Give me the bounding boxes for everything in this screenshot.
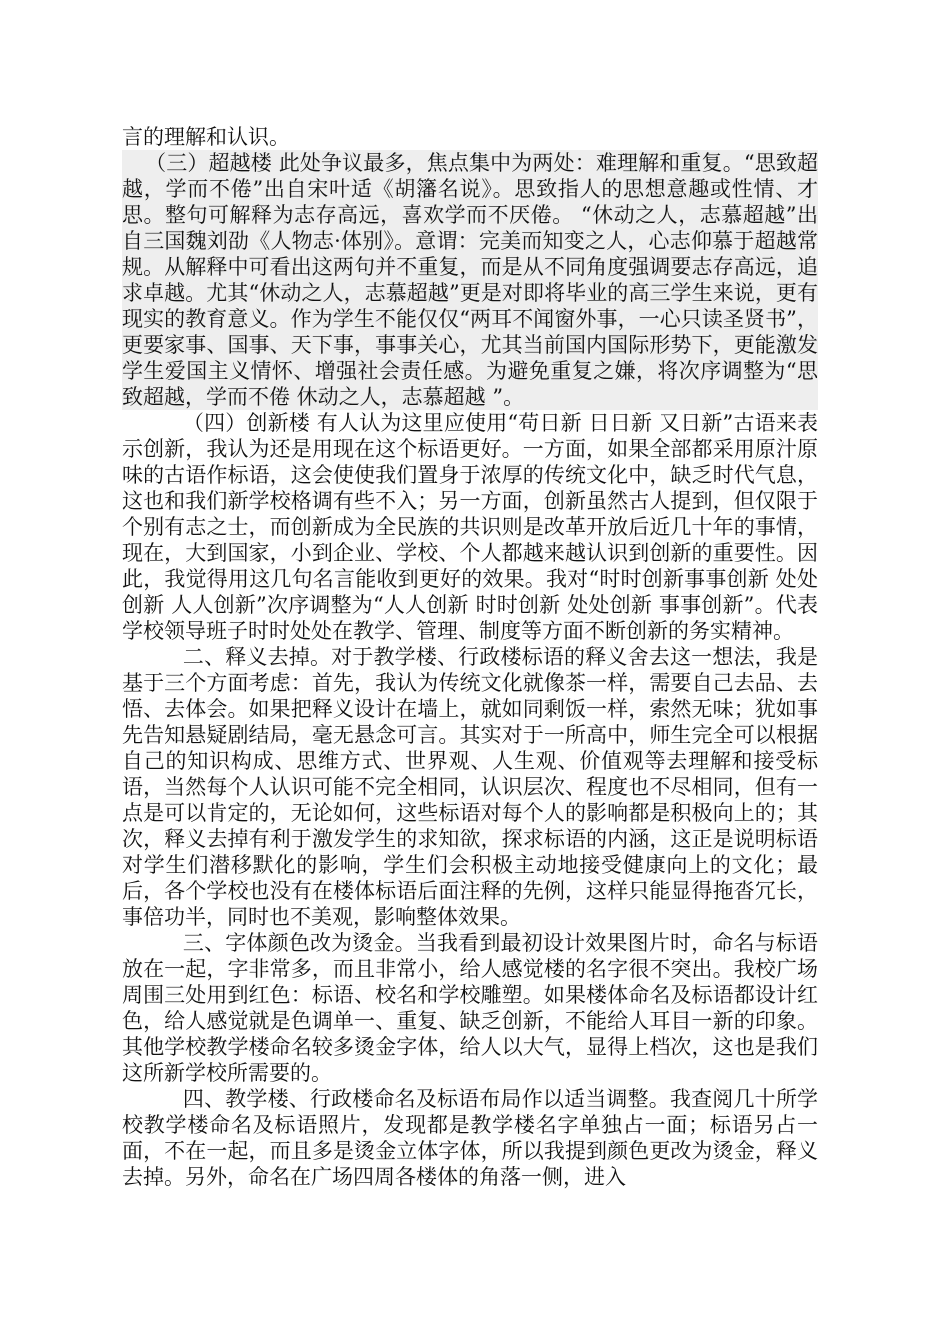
paragraph-font-color-gold: 三、字体颜色改为烫金。当我看到最初设计效果图片时，命名与标语放在一起，字非常多，而且非常小，给人感觉楼的名字很不突出。我校广场周围三处用到红色：标语、校名和学校雕塑。如果楼体命名及标语都设计红色，给人感觉就是色调单一、重复、缺乏创新，不能给人耳目一新的印象。其他学校教学楼命名较多烫金字体，给人以大气，显得上档次，这也是我们这所新学校所需要的。 [122, 931, 818, 1085]
paragraph-continuation: 言的理解和认识。 [122, 125, 290, 149]
paragraph-layout-adjustment: 四、教学楼、行政楼命名及标语布局作以适当调整。我查阅几十所学校教学楼命名及标语照片，发现都是教学楼名字单独占一面；标语另占一面，不在一起，而且多是烫金立体字体，所以我提到颜色更改为烫金，释义去掉。另外，命名在广场四周各楼体的角落一侧，进入 [122, 1087, 818, 1189]
paragraph-remove-annotations: 二、释义去掉。对于教学楼、行政楼标语的释义舍去这一想法，我是基于三个方面考虑：首先，我认为传统文化就像茶一样，需要自己去品、去悟、去体会。如果把释义设计在墙上，就如同剩饭一样，索然无味；犹如事先告知悬疑剧结局，毫无悬念可言。其实对于一所高中，师生完全可以根据自己的知识构成、思维方式、世界观、人生观、价值观等去理解和接受标语，当然每个人认识可能不完全相同，认识层次、程度也不尽相同，但有一点是可以肯定的，无论如何，这些标语对每个人的影响都是积极向上的；其次，释义去掉有利于激发学生的求知欲，探求标语的内涵，这正是说明标语对学生们潜移默化的影响，学生们会积极主动地接受健康向上的文化；最后，各个学校也没有在楼体标语后面注释的先例，这样只能显得拖沓冗长，事倍功半，同时也不美观，影响整体效果。 [122, 645, 818, 929]
document-page [122, 124, 818, 1190]
paragraph-chaoyue-building: （三）超越楼 此处争议最多，焦点集中为两处：难理解和重复。“思致超越，学而不倦”出自宋叶适《胡籓名说》。思致指人的思想意趣或性情、才思。整句可解释为志存高远，喜欢学而不厌倦。 “休动之人，志慕超越”出自三国魏刘劭《人物志·体别》。意谓：完美而知变之人，心志仰慕于超越常规。从解释中可看出这两句并不重复，而是从不同角度强调要志存高远，追求卓越。尤其“休动之人，志慕超越”更是对即将毕业的高三学生来说，更有现实的教育意义。作为学生不能仅仅“两耳不闻窗外事，一心只读圣贤书”，更要家事、国事、天下事，事事关心，尤其当前国内国际形势下，更能激发学生爱国主义情怀、增强社会责任感。为避免重复之嫌，将次序调整为“思致超越，学而不倦 休动之人，志慕超越 ”。 [122, 151, 818, 409]
paragraph-chuangxin-building: （四）创新楼 有人认为这里应使用“苟日新 日日新 又日新”古语来表示创新，我认为还是用现在这个标语更好。一方面，如果全部都采用原汁原味的古语作标语，这会使使我们置身于浓厚的传统文化中，缺乏时代气息，这也和我们新学校格调有些不入；另一方面，创新虽然古人提到，但仅限于个别有志之士，而创新成为全民族的共识则是改革开放后近几十年的事情，现在，大到国家，小到企业、学校、个人都越来越认识到创新的重要性。因此，我觉得用这几句名言能收到更好的效果。我对“时时创新事事创新 处处创新 人人创新”次序调整为“人人创新 时时创新 处处创新 事事创新”。代表学校领导班子时时处处在教学、管理、制度等方面不断创新的务实精神。 [122, 411, 818, 643]
